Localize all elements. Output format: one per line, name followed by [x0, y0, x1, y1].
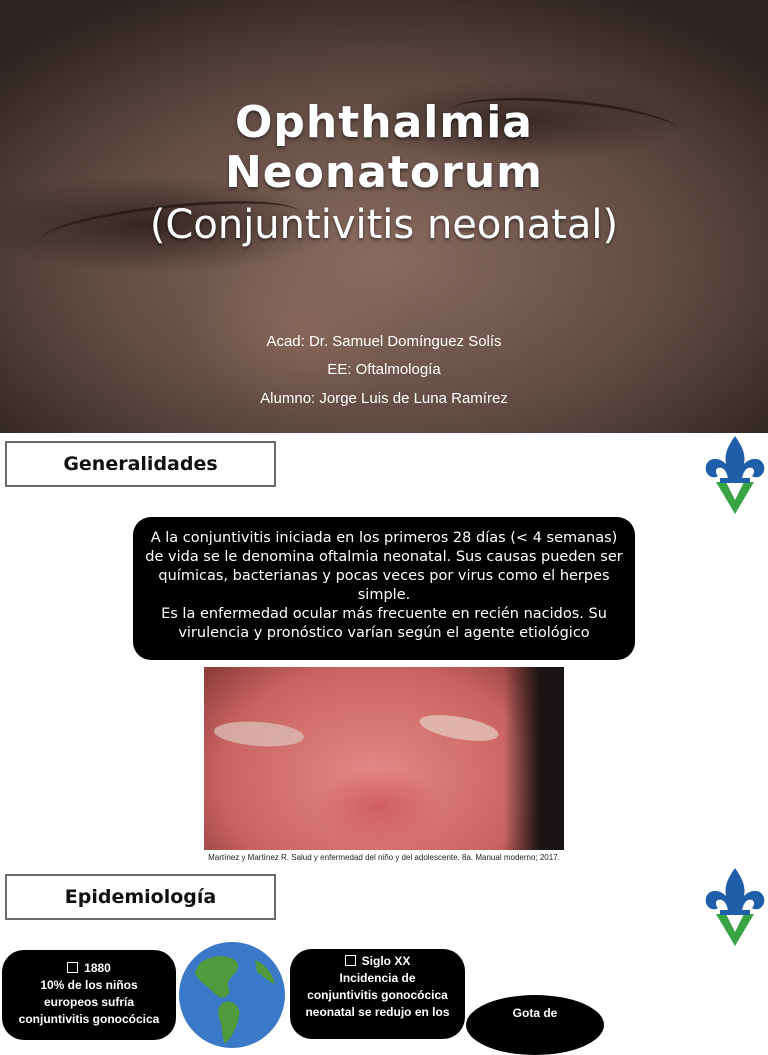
bubble-text-line: europeos sufría: [43, 995, 135, 1009]
frequency-text: Es la enfermedad ocular más frecuente en recién nacidos. Su virulencia y pronóstico varían según el agente etiológico: [161, 606, 607, 641]
bubble-text-line: conjuntivitis gonocócica: [18, 1012, 160, 1026]
bubble-year: 1880: [84, 961, 111, 975]
title-line-2: Neonatorum: [224, 147, 544, 198]
title-line-1: Ophthalmia: [235, 97, 533, 148]
neonatal-conjunctivitis-photo: [204, 667, 564, 850]
checkbox-bullet-icon: [67, 962, 78, 973]
bubble-1880: [2, 950, 176, 1040]
eye-discharge-shape: [213, 719, 304, 749]
generalidades-heading: Generalidades: [5, 441, 276, 487]
definition-box: [133, 517, 635, 660]
title-slide: [0, 0, 768, 433]
subtitle: (Conjuntivitis neonatal): [149, 202, 619, 248]
bubble-text-line: 10% de los niños: [40, 978, 138, 992]
definition-text: A la conjuntivitis iniciada en los primeros 28 días (< 4 semanas) de vida se le denomina oftalmia neonatal. Sus causas pueden ser químicas, bacterianas y pocas veces por virus como el herpes simple.: [145, 530, 623, 603]
bubble-siglo-xx: [290, 949, 465, 1039]
photo-shadow: [504, 667, 564, 850]
fleur-de-lis-v-logo-icon: [702, 434, 768, 516]
acad-line: Acad: Dr. Samuel Domínguez Solís: [266, 333, 502, 350]
checkbox-bullet-icon: [345, 955, 356, 966]
bubble-year: Siglo XX: [361, 954, 411, 968]
photo-caption: Martínez y Martínez R. Salud y enfermedad del niño y del adolescente. 8a. Manual moderno; 2017.: [208, 853, 560, 862]
ee-line: EE: Oftalmología: [327, 361, 441, 378]
fleur-de-lis-v-logo-icon: [702, 866, 768, 948]
bubble-text-line: Incidencia de: [339, 971, 416, 985]
bubble-text-line: neonatal se redujo en los: [305, 1005, 450, 1019]
alumno-line: Alumno: Jorge Luis de Luna Ramírez: [260, 390, 508, 407]
eye-discharge-shape: [418, 710, 501, 746]
bubble-text-line: Gota de: [512, 1006, 558, 1020]
globe-icon: [177, 940, 287, 1050]
bubble-text-line: conjuntivitis gonocócica: [307, 988, 448, 1002]
epidemiologia-heading: Epidemiología: [5, 874, 276, 920]
bubble-gota: [466, 995, 604, 1055]
